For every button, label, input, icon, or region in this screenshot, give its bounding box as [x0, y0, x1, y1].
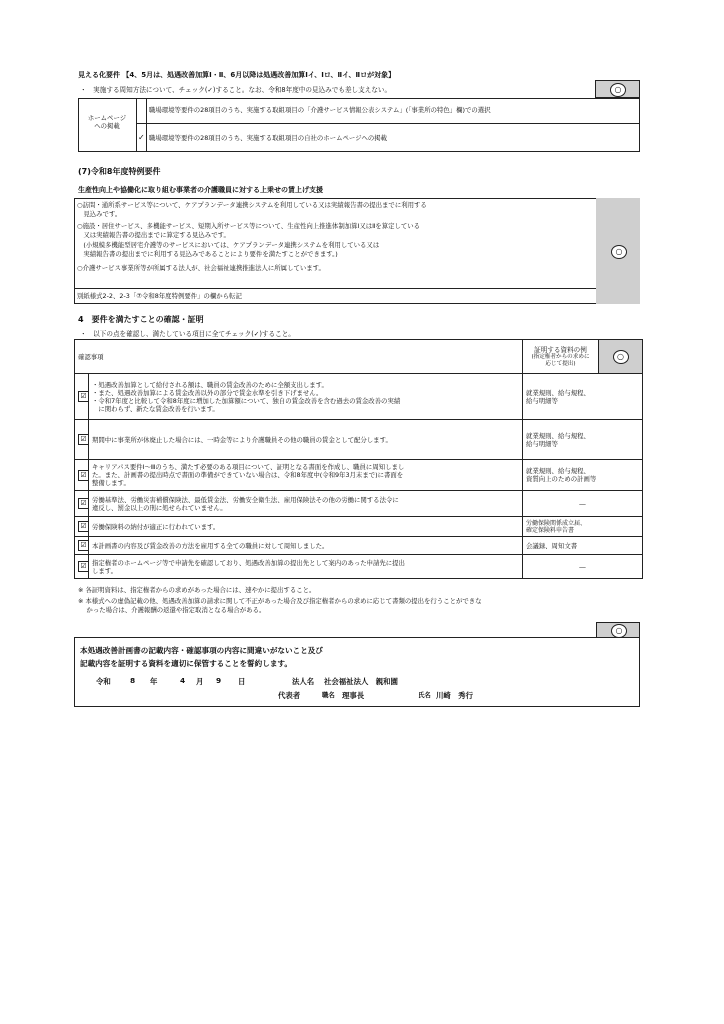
section7-item-1: ○訪問・通所系サービス等について、ケアプランデータ連携システムを利用している又は実績報告書の提出までに利用する: [77, 201, 427, 209]
mieru-status-cell: [595, 80, 640, 98]
section7-footer: 別紙様式2-2、2-3「⑦令和8年度特例要件」の欄から転記: [77, 292, 242, 300]
section4-note: ・ 以下の点を確認し、満たしている項目に全てチェック(✓)すること。: [80, 330, 295, 338]
corp-label: 法人名: [292, 677, 315, 686]
confirm-docs-1: 就業規則、給与規程、 給与明細等: [523, 374, 643, 420]
corp-name: 社会福祉法人 親和園: [324, 677, 398, 686]
declaration-line-1: 本処遇改善計画書の記載内容・確認事項の内容に間違いがないこと及び: [80, 646, 323, 655]
confirm-docs-5: 労働保険関係成立届、 確定保険料申告書: [523, 517, 643, 537]
col-docs-sub: (指定権者からの求めに 応じて提出): [531, 353, 590, 367]
confirm-docs-7: ―: [523, 555, 643, 579]
confirm-check-5[interactable]: ☑: [78, 521, 89, 532]
date-day: 9: [216, 676, 222, 685]
col-confirm-header: 確認事項: [75, 340, 523, 374]
section7-heading: (7)令和8年度特例要件: [78, 167, 161, 176]
date-era: 令和: [96, 677, 111, 686]
declaration-status-icon: ○: [611, 624, 627, 638]
section7-item-4: 又は実績報告書の提出までに算定する見込みです。: [77, 231, 230, 239]
name-value: 川崎 秀行: [436, 691, 473, 700]
confirm-docs-3: 就業規則、給与規程、 資質向上のための計画等: [523, 460, 643, 491]
mieru-heading: 見える化要件 【4、5月は、処遇改善加算Ⅰ・Ⅱ、6月以降は処遇改善加算Ⅰイ、Ⅰロ、Ⅱイ、Ⅱロが対象】: [78, 71, 396, 79]
confirm-docs-4: ―: [523, 491, 643, 517]
confirm-text-3: キャリアパス要件Ⅰ～Ⅲのうち、満たす必要のある項目について、証明となる書面を作成し、職員に周知しまし た。また、計画書の提出時点で書面の準備ができていない場合は、令和8年度中(令和9年3月末まで)に書面を 整備します。: [89, 460, 523, 491]
section7-item-2: 見込みです。: [77, 210, 122, 218]
mieru-option-check-2[interactable]: ✓: [138, 133, 145, 142]
confirm-check-1[interactable]: ☑: [78, 391, 89, 402]
section7-subheading: 生産性向上や協働化に取り組む事業者の介護職員に対する上乗せの賃上げ支援: [78, 186, 323, 194]
mieru-option-text-2: 職場環境等要件の28項目のうち、実施する取組項目の自社のホームページへの掲載: [149, 134, 388, 142]
date-year: 8: [130, 676, 136, 685]
confirm-docs-2: 就業規則、給与規程、 給与明細等: [523, 420, 643, 460]
title-value: 理事長: [342, 691, 365, 700]
section7-item-6: 実績報告書の提出までに利用する見込みであることにより要件を満たすことができます。): [77, 250, 338, 258]
mieru-note: ・ 実施する周知方法について、チェック(✓)すること。なお、令和8年度中の見込みでも差し支えない。: [80, 86, 392, 94]
status-circle-icon: ○: [610, 83, 626, 97]
confirm-check-3[interactable]: ☑: [78, 470, 89, 481]
date-month: 4: [180, 676, 186, 685]
section7-item-3: ○施設・居住サービス、多機能サービス、短期入所サービス等について、生産性向上推進体制加算Ⅰ又はⅡを算定している: [77, 222, 421, 230]
confirm-text-4: 労働基準法、労働災害補償保険法、最低賃金法、労働安全衛生法、雇用保険法その他の労働に関する法令に 違反し、罰金以上の刑に処せられていません。: [89, 491, 523, 517]
confirm-check-2[interactable]: ☑: [78, 434, 89, 445]
confirm-text-1: ・処遇改善加算として給付される額は、職員の賃金改善のために全額支出します。 ・また、処遇改善加算による賃金改善以外の部分で賃金水準を引き下げません。 ・令和7年度と比較して令和8年度に増加した加算額について、独自の賃金改善を含む過去の賃金改善の実績 に関わらず、新たな賃金改善を行います。: [89, 374, 523, 420]
section4-status-icon: ○: [613, 350, 629, 364]
confirm-text-7: 指定権者のホームページ等で申請先を確認しており、処遇改善加算の提出先として案内のあった申請先に提出 します。: [89, 555, 523, 579]
confirm-check-4[interactable]: ☑: [78, 498, 89, 509]
confirm-docs-6: 会議録、周知文書: [523, 537, 643, 555]
col-docs-header: 証明する資料の例 (指定権者からの求めに 応じて提出): [523, 340, 599, 374]
section7-item-7: ○介護サービス事業所等が所属する法人が、社会福祉連携推進法人に所属しています。: [77, 264, 325, 272]
title-label: 職名: [322, 691, 335, 699]
confirm-check-7[interactable]: ☑: [78, 561, 89, 572]
section4-note-1: ※ 各証明資料は、指定権者からの求めがあった場合には、速やかに提出すること。: [78, 586, 316, 594]
mieru-row-label: ホームページ への掲載: [87, 114, 127, 130]
name-label: 氏名: [418, 691, 431, 699]
section7-item-5: (小規模多機能型居宅介護等のサービスにおいては、ケアプランデータ連携システムを利用している又は: [77, 241, 380, 249]
section4-heading: 4 要件を満たすことの確認・証明: [78, 315, 204, 324]
date-year-unit: 年: [150, 677, 158, 686]
section7-status-icon: ○: [611, 245, 627, 259]
rep-label: 代表者: [278, 691, 301, 700]
confirm-check-6[interactable]: ☑: [78, 540, 89, 551]
confirm-text-5: 労働保険料の納付が適正に行われています。: [89, 517, 523, 537]
declaration-status-cell: [596, 622, 640, 638]
confirm-text-6: 本計画書の内容及び賃金改善の方法を雇用する全ての職員に対して周知しました。: [89, 537, 523, 555]
confirm-text-2: 期間中に事業所が休廃止した場合には、一時金等により介護職員その他の職員の賃金として配分します。: [89, 420, 523, 460]
section4-note-3: かった場合は、介護報酬の返還や指定取消となる場合がある。: [78, 606, 266, 614]
mieru-option-text-1: 職場環境等要件の28項目のうち、実施する取組項目の「介護サービス情報公表システム」(「事業所の特色」欄)での選択: [149, 106, 491, 114]
date-month-unit: 月: [196, 677, 204, 686]
section4-table: [74, 339, 643, 579]
declaration-line-2: 記載内容を証明する資料を適切に保管することを誓約します。: [80, 659, 293, 668]
section4-note-2: ※ 本様式への虚偽記載の他、処遇改善加算の請求に関して不正があった場合及び指定権者からの求めに応じて書類の提出を行うことができな: [78, 597, 482, 605]
date-day-unit: 日: [238, 677, 246, 686]
